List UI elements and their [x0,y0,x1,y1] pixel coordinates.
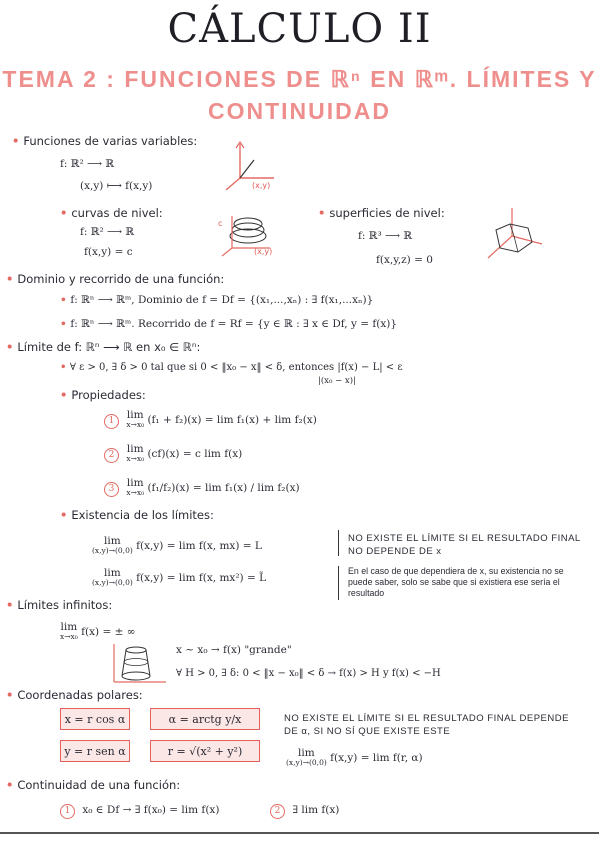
section-limites-infinitos: • Límites infinitos: [6,598,113,612]
superficies-heading: • superficies de nivel: [318,206,445,220]
tema-title-line2: CONTINUIDAD [208,98,391,124]
polares-lim: lim (x,y)→(0,0) f(x,y) = lim f(r, α) [286,747,423,767]
polares-note: NO EXISTE EL LÍMITE SI EL RESULTADO FINAL DEPENDE DE α, SI NO SÍ QUE EXISTE ESTE [284,713,569,737]
section-polares: • Coordenadas polares: [6,688,143,702]
dominio-def: • f: ℝⁿ ⟶ ℝᵐ, Dominio de f = Df = {(x₁,...,xₙ) : ∃ f(x₁,...xₙ)} [60,294,374,306]
level-curves-diagram [212,206,292,258]
curvas-map: f: ℝ² ⟶ ℝ [80,226,135,238]
funciones-arrow: (x,y) ⟼ f(x,y) [80,180,153,192]
level-point-label: (x,y) [254,247,273,256]
superficies-eq: f(x,y,z) = 0 [376,254,433,266]
axes-point-label: (x,y) [252,181,271,190]
axes-diagram [212,138,292,194]
box-r-sqrt: r = √(x² + y²) [150,740,260,762]
limite-def-sub: |(x₀ − x)| [318,376,356,386]
level-surface-diagram [474,204,550,266]
recorrido-def: • f: ℝⁿ ⟶ ℝᵐ. Recorrido de f = Rf = {y ∈ ℝ : ∃ x ∈ Df, y = f(x)} [60,318,398,330]
limites-infinitos-1: x ~ x₀ → f(x) "grande" [176,644,292,656]
existencia-heading: • Existencia de los límites: [60,508,214,522]
infinite-limit-diagram [100,640,170,686]
section-continuidad: • Continuidad de una función: [6,778,181,792]
curvas-heading: • curvas de nivel: [60,206,163,220]
section-limite: • Límite de f: ℝⁿ ⟶ ℝ en x₀ ∈ ℝⁿ: [6,340,201,354]
superficies-map: f: ℝ³ ⟶ ℝ [358,230,413,242]
bottom-divider [0,832,599,834]
funciones-heading: Funciones de varias variables: [23,134,198,148]
brace-1 [338,530,340,556]
tema-title-line1: TEMA 2 : FUNCIONES DE ℝⁿ EN ℝᵐ. LÍMITES Y [2,66,597,92]
existencia-note-1: NO EXISTE EL LÍMITE SI EL RESULTADO FINAL NO DEPENDE DE x [348,533,581,557]
limite-def: • ∀ ε > 0, ∃ δ > 0 tal que si 0 < ‖x₀ − x‖ < δ, entonces |f(x) − L| < ε [60,362,403,373]
existencia-1: lim (x,y)→(0,0) f(x,y) = lim f(x, mx) = L [92,535,262,555]
box-x-rcos: x = r cos α [60,708,130,730]
limites-infinitos-2: ∀ H > 0, ∃ δ: 0 < ‖x − x₀‖ < δ → f(x) > H y f(x) < −H [176,668,441,679]
continuidad-1: 1 x₀ ∈ Df → ∃ f(x₀) = lim f(x) [60,804,219,819]
box-y-rsen: y = r sen α [60,740,130,762]
section-dominio: • Dominio y recorrido de una función: [6,272,225,286]
brace-2 [338,566,340,600]
box-alpha-arctg: α = arctg y/x [150,708,260,730]
prop-1: 1 lim x→x₀ (f₁ + f₂)(x) = lim f₁(x) + lim f₂(x) [104,410,317,430]
funciones-map: f: ℝ² ⟶ ℝ [60,158,115,170]
existencia-2: lim (x,y)→(0,0) f(x,y) = lim f(x, mx²) = L̃ [92,567,267,587]
prop-2: 2 lim x→x₀ (cf)(x) = c lim f(x) [104,444,242,464]
propiedades-heading: • Propiedades: [60,388,146,402]
limites-infinitos-expr: lim x→x₀ f(x) = ± ∞ [60,621,136,641]
existencia-note-2: En el caso de que dependiera de x, su existencia no se puede saber, solo se sabe que si existiera ese sería el resultado [348,566,564,598]
prop-3: 3 lim x→x₀ (f₁/f₂)(x) = lim f₁(x) / lim f₂(x) [104,478,300,498]
curvas-eq: f(x,y) = c [84,246,133,258]
section-funciones: • Funciones de varias variables: [12,134,198,148]
level-c-label: c [218,219,223,228]
continuidad-2: 2 ∃ lim f(x) [270,804,339,819]
page-title: CÁLCULO II [167,6,432,52]
